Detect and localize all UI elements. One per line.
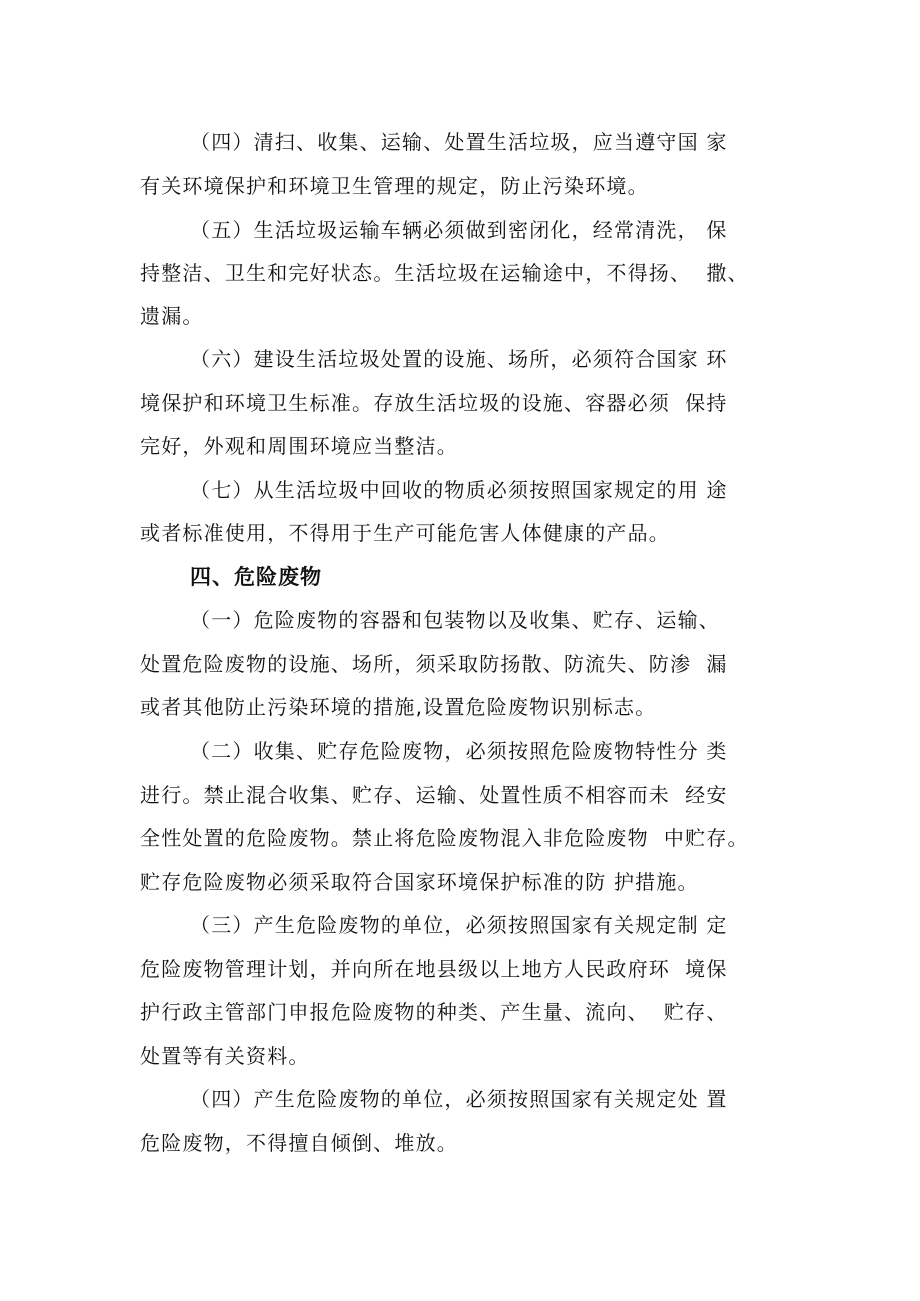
- paragraph-line: 遗漏。: [140, 304, 204, 328]
- paragraph-line: （六）建设生活垃圾处置的设施、场所，必须符合国家 环: [190, 347, 728, 371]
- paragraph-line: （七）从生活垃圾中回收的物质必须按照国家规定的用 途: [190, 478, 728, 502]
- paragraph-line: （四）清扫、收集、运输、处置生活垃圾，应当遵守国 家: [190, 130, 728, 154]
- paragraph-line: 有关环境保护和环境卫生管理的规定，防止污染环境。: [140, 174, 649, 198]
- paragraph-line: 境保护和环境卫生标准。存放生活垃圾的设施、容器必须 保持: [140, 391, 728, 415]
- paragraph-line: （四）产生危险废物的单位，必须按照国家有关规定处 置: [190, 1087, 728, 1111]
- paragraph-line: 全性处置的危险废物。禁止将危险废物混入非危险废物 中贮存。: [140, 826, 749, 850]
- paragraph-line: 或者其他防止污染环境的措施,设置危险废物识别标志。: [140, 695, 657, 719]
- paragraph-line: （二）收集、贮存危险废物，必须按照危险废物特性分 类: [190, 739, 728, 763]
- paragraph-line: （五）生活垃圾运输车辆必须做到密闭化，经常清洗， 保: [190, 218, 728, 242]
- paragraph-line: 或者标准使用，不得用于生产可能危害人体健康的产品。: [140, 521, 670, 545]
- paragraph-line: 危险废物管理计划，并向所在地县级以上地方人民政府环 境保: [140, 957, 728, 981]
- paragraph-line: 进行。禁止混合收集、贮存、运输、处置性质不相容而未 经安: [140, 783, 728, 807]
- section-heading: 四、危险废物: [190, 565, 322, 589]
- paragraph-line: 护行政主管部门申报危险废物的种类、产生量、流向、 贮存、: [140, 1000, 728, 1024]
- paragraph-line: 危险废物，不得擅自倾倒、堆放。: [140, 1131, 458, 1155]
- paragraph-line: 贮存危险废物必须采取符合国家环境保护标准的防 护措施。: [140, 870, 699, 894]
- paragraph-line: 处置等有关资料。: [140, 1044, 310, 1068]
- paragraph-line: 完好，外观和周围环境应当整洁。: [140, 434, 458, 458]
- paragraph-line: （三）产生危险废物的单位，必须按照国家有关规定制 定: [190, 913, 728, 937]
- paragraph-line: 处置危险废物的设施、场所，须采取防扬散、防流失、防渗 漏: [140, 652, 728, 676]
- paragraph-line: （一）危险废物的容器和包装物以及收集、贮存、运输、: [190, 608, 720, 632]
- paragraph-line: 持整洁、卫生和完好状态。生活垃圾在运输途中，不得扬、 撒、: [140, 261, 749, 285]
